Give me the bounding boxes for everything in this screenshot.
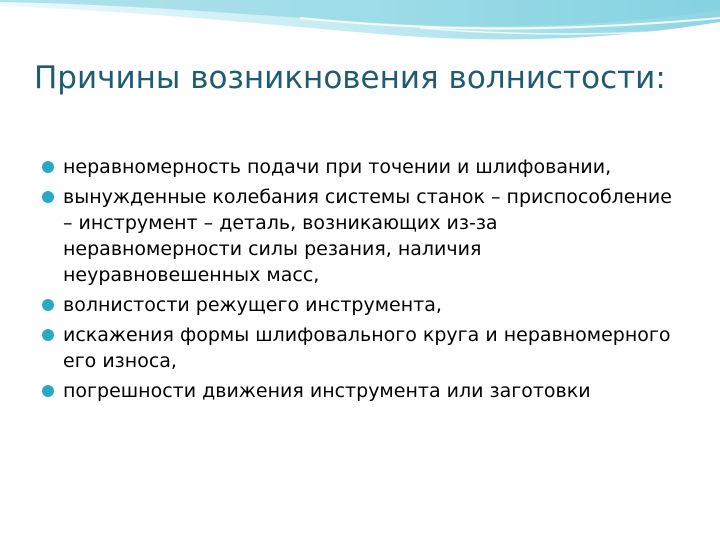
bullet-icon — [42, 329, 54, 341]
bullet-text: неравномерность подачи при точении и шлифовании, — [63, 156, 612, 178]
bullet-text: вынужденные колебания системы станок – приспособление – инструмент – деталь, возникающих из-за неравномерности силы резания, наличия неуравновешенных масс, — [63, 186, 672, 286]
list-item — [40, 292, 680, 318]
list-item — [40, 154, 680, 180]
slide-title: Причины возникновения волнистости: — [34, 60, 666, 96]
bullet-icon — [42, 161, 54, 173]
bullet-icon — [42, 385, 54, 397]
list-item — [40, 184, 680, 288]
bullet-icon — [42, 191, 54, 203]
bullet-text: волнистости режущего инструмента, — [63, 294, 442, 316]
bullet-list — [40, 154, 680, 408]
list-item — [40, 322, 680, 374]
bullet-text: искажения формы шлифовального круга и неравномерного его износа, — [63, 324, 671, 372]
bullet-icon — [42, 299, 54, 311]
list-item — [40, 378, 680, 404]
bullet-text: погрешности движения инструмента или заготовки — [63, 380, 591, 402]
